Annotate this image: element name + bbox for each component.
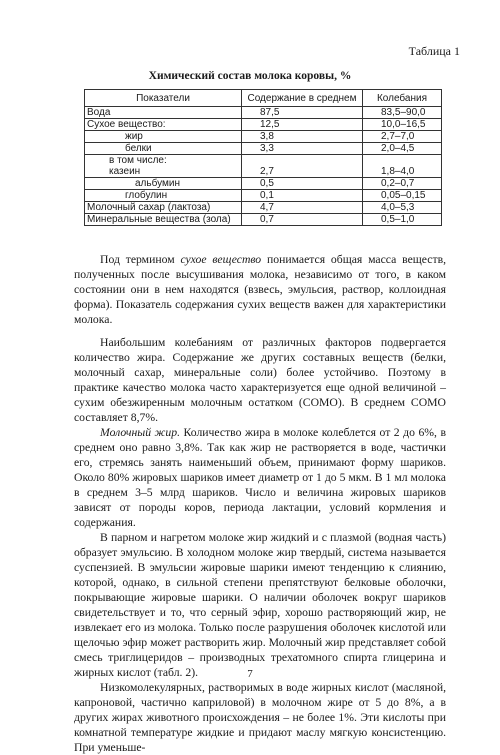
paragraph-fat-variation: Наибольшим колебаниям от различных факторов подвергается количество жира. Содержание же других составных веществ (белки, молочный сахар, минеральные соли) более устойчиво. Поэтому в практике качество молока часто характеризуется еще одной величиной – сухим обезжиренным молочным остатком (СОМО). В среднем СОМО составляет 8,7%. <box>74 336 446 424</box>
page-number: 7 <box>247 668 253 680</box>
row-name: белки <box>85 143 242 155</box>
paragraph-dry-matter: Под термином сухое вещество понимается общая масса веществ, полученных после высушивания молока, независимо от того, в каком состоянии они в нем находятся (взвесь, эмульсия, раствор, коллоидная форма). Показатель содержания сухих веществ важен для характеристики молока. <box>74 253 447 326</box>
row-range: 0,2–0,7 <box>363 178 442 190</box>
table-row <box>85 119 442 131</box>
row-average: 0,7 <box>242 214 363 226</box>
row-range: 4,0–5,3 <box>363 202 442 214</box>
header-range: Колебания <box>363 90 442 107</box>
row-name: Минеральные вещества (зола) <box>85 214 242 226</box>
row-name: глобулин <box>85 190 242 202</box>
row-range <box>363 155 442 178</box>
term-dry-matter: сухое вещество <box>180 253 262 266</box>
row-subheading: в том числе: <box>109 155 167 166</box>
paragraph-emulsion: В парном и нагретом молоке жир жидкий и с плазмой (водная часть) образует эмульсию. В холодном молоке жир твердый, система называется суспензией. В эмульсии жировые шарики имеют тенденцию к слиянию, которой, однако, в сильной степени препятствуют белковые оболочки, покрывающие жировые шарики. О наличии оболочек вокруг шариков свидетельствует и то, что серный эфир, хорошо растворяющий жир, не извлекает его из молока. Только после разрушения оболочек кислотой или щелочью эфир может растворить жир. Молочный жир представляет собой смесь триглицеридов – производных трехатомного спирта глицерина и жирных кислот (табл. 2). <box>74 531 446 679</box>
table-row <box>85 155 442 178</box>
row-average: 3,3 <box>242 143 363 155</box>
table-row <box>85 190 442 202</box>
row-range: 0,05–0,15 <box>363 190 442 202</box>
row-range: 0,5–1,0 <box>363 214 442 226</box>
row-name-casein: казеин <box>109 166 141 177</box>
composition-table <box>84 89 442 226</box>
row-name: альбумин <box>85 178 242 190</box>
row-average: 0,1 <box>242 190 363 202</box>
table-row <box>85 214 442 226</box>
header-average: Содержание в среднем <box>242 90 363 107</box>
table-row <box>85 143 442 155</box>
table-row <box>85 178 442 190</box>
row-range: 2,0–4,5 <box>363 143 442 155</box>
paragraph-milk-fat: Молочный жир. Количество жира в молоке колеблется от 2 до 6%, в среднем оно равно 3,8%. Так как жир не растворяется в воде, частички его, стремясь занять наименьший объем, принимают форму шариков. Около 80% жировых шариков имеет диаметр от 1 до 5 мкм. В 1 мл молока в среднем 3–5 млрд шариков. Число и величина жировых шариков зависят от породы коров, периода лактации, условий кормления и содержания. <box>74 426 446 529</box>
table-title: Химический состав молока коровы, % <box>148 70 352 82</box>
row-name <box>85 155 242 178</box>
term-milk-fat: Молочный жир. <box>100 426 181 439</box>
table-row <box>85 131 442 143</box>
table-row <box>85 202 442 214</box>
row-range: 10,0–16,5 <box>363 119 442 131</box>
row-average-casein: 2,7 <box>260 166 274 177</box>
row-name: Сухое вещество: <box>85 119 242 131</box>
paragraph-fatty-acids: Низкомолекулярных, растворимых в воде жирных кислот (масляной, капроновой, частично каприловой) в молочном жире от 5 до 8%, а в других жирах животного происхождения – не более 1%. Эти кислоты при комнатной температуре жидкие и придают маслу мягкую консистенцию. При уменьше- <box>74 681 446 754</box>
row-average <box>242 155 363 178</box>
row-average: 12,5 <box>242 119 363 131</box>
table-row <box>85 107 442 119</box>
table-header-row <box>85 90 442 107</box>
row-name: Вода <box>85 107 242 119</box>
row-average: 0,5 <box>242 178 363 190</box>
row-average: 4,7 <box>242 202 363 214</box>
header-indicator: Показатели <box>85 90 242 107</box>
row-name: жир <box>85 131 242 143</box>
row-range-casein: 1,8–4,0 <box>381 166 415 177</box>
row-average: 3,8 <box>242 131 363 143</box>
row-range: 83,5–90,0 <box>363 107 442 119</box>
row-average: 87,5 <box>242 107 363 119</box>
row-range: 2,7–7,0 <box>363 131 442 143</box>
table-label: Таблица 1 <box>408 44 460 58</box>
row-name: Молочный сахар (лактоза) <box>85 202 242 214</box>
